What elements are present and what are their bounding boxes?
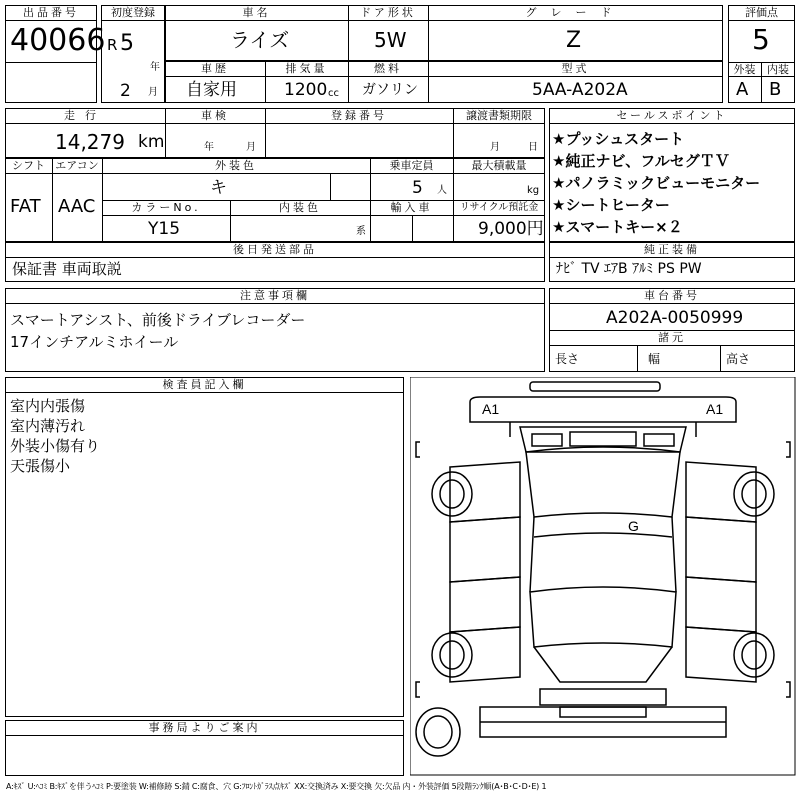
width-label: 幅: [648, 352, 661, 366]
caution-header: 注意事項欄: [240, 289, 310, 302]
genuine-equipment: ﾅﾋﾞ TV ｴｱB ｱﾙﾐ PS PW: [556, 261, 702, 277]
registration-year: 5: [120, 31, 134, 56]
office-notice-header: 事務局よりご案内: [148, 721, 261, 734]
transfer-deadline-header: 譲渡書類期限: [466, 109, 532, 122]
caution-list: [10, 309, 305, 353]
caution-item: スマートアシスト、前後ドライブレコーダー: [10, 311, 306, 329]
interior-grade-header: 内装: [767, 63, 789, 76]
overall-score: 5: [752, 23, 770, 56]
inspector-notes: [10, 396, 100, 476]
mark-front-right: A1: [706, 401, 724, 417]
history-header: 車歴: [201, 62, 229, 75]
fuel: ガソリン: [362, 82, 418, 98]
displacement-header: 排気量: [285, 62, 328, 75]
inspector-note-item: 天張傷小: [10, 457, 71, 475]
sales-point-item: ★パノラミックビューモニター: [552, 174, 761, 192]
model-code: 5AA-A202A: [532, 80, 628, 100]
length-label: 長さ: [555, 352, 580, 366]
inspector-note-item: 外装小傷有り: [10, 437, 101, 455]
displacement: 1200: [284, 80, 328, 100]
interior-color-header: 内装色: [279, 201, 321, 214]
lot-number-header: 出品番号: [23, 6, 79, 19]
sales-point-item: ★スマートキー×２: [552, 218, 683, 236]
mark-body: G: [628, 518, 639, 534]
chassis-header: 車台番号: [644, 289, 700, 302]
damage-legend: A:ｷｽﾞ U:ﾍｺﾐ B:ｷｽﾞを伴うﾍｺﾐ P:要塗装 W:補修跡 S:錆 C:腐食、穴 G:ﾌﾛﾝﾄｶﾞﾗｽ点ｷｽﾞ XX:交換済み X:要交換 欠:欠品 内・外装評価 5段階ﾗﾝｸ順(A･B･C･D･E) 1: [6, 782, 547, 791]
load-unit: kg: [527, 185, 540, 196]
chassis-number: A202A-0050999: [606, 308, 744, 328]
after-parts-header: 後日発送部品: [233, 243, 317, 256]
genuine-equipment-header: 純正装備: [644, 243, 700, 256]
capacity-header: 乗車定員: [389, 159, 434, 172]
mileage: 14,279: [55, 130, 125, 154]
inspector-note-item: 室内薄汚れ: [10, 417, 86, 435]
max-load-header: 最大積載量: [471, 159, 527, 172]
exterior-grade: A: [736, 79, 749, 100]
capacity: 5: [412, 178, 423, 198]
car-damage-diagram: [410, 377, 796, 776]
inspection-year-unit: 年: [204, 142, 214, 153]
exterior-color-suffix: キ: [210, 178, 227, 198]
lot-number: 40066: [10, 23, 106, 58]
shift-header: シフト: [12, 159, 45, 172]
history: 自家用: [186, 80, 237, 100]
exterior-grade-header: 外装: [733, 63, 756, 76]
height-label: 高さ: [726, 352, 751, 366]
color-number-header: カラーNo.: [131, 201, 201, 214]
registration-month: 2: [120, 81, 131, 101]
month-unit: 月: [148, 87, 158, 98]
sales-point-item: ★プッシュスタート: [552, 130, 685, 148]
displacement-unit: cc: [328, 88, 339, 99]
sales-points-header: セールスポイント: [616, 109, 728, 122]
sales-points-list: [552, 128, 760, 238]
inspection-month-unit: 月: [246, 142, 256, 153]
interior-color-suffix: 系: [356, 226, 366, 237]
first-registration-header: 初度登録: [111, 6, 155, 19]
sales-point-item: ★純正ナビ、フルセグＴＶ: [552, 152, 730, 170]
mark-front-left: A1: [482, 401, 500, 417]
car-name-header: 車名: [242, 6, 271, 19]
fuel-header: 燃料: [374, 62, 402, 75]
inspector-header: 検査員記入欄: [162, 378, 247, 391]
car-name: ライズ: [230, 28, 290, 52]
grade: Z: [566, 28, 582, 53]
sales-point-item: ★シートヒーター: [552, 196, 670, 214]
inspection-header: 車検: [201, 109, 229, 122]
mileage-unit: km: [138, 132, 165, 152]
exterior-color-header: 外装色: [215, 159, 257, 172]
caution-item: 17インチアルミホイール: [10, 333, 179, 351]
recycle-fee-header: リサイクル預託金: [459, 202, 539, 213]
deadline-day-unit: 日: [528, 142, 538, 153]
door-header: ドア形状: [360, 6, 416, 19]
recycle-fee: 9,000円: [478, 219, 544, 239]
after-parts: 保証書 車両取説: [12, 260, 122, 278]
grade-header: グレード: [525, 6, 626, 19]
aircon-header: エアコン: [55, 159, 99, 172]
dimensions-header: 諸元: [658, 331, 686, 344]
capacity-unit: 人: [437, 185, 447, 196]
color-number: Y15: [148, 219, 181, 239]
interior-grade: B: [769, 79, 782, 100]
model-header: 型式: [561, 62, 590, 75]
year-unit: 年: [150, 62, 160, 73]
mileage-header: 走行: [64, 109, 106, 122]
deadline-month-unit: 月: [490, 142, 500, 153]
import-header: 輸入車: [390, 201, 433, 214]
aircon-type: AAC: [58, 196, 96, 217]
era: R: [107, 36, 118, 54]
door-type: 5W: [374, 28, 407, 52]
shift-type: FAT: [10, 196, 41, 217]
inspector-note-item: 室内内張傷: [10, 397, 86, 415]
registration-number-header: 登録番号: [331, 109, 387, 122]
score-header: 評価点: [745, 6, 778, 19]
